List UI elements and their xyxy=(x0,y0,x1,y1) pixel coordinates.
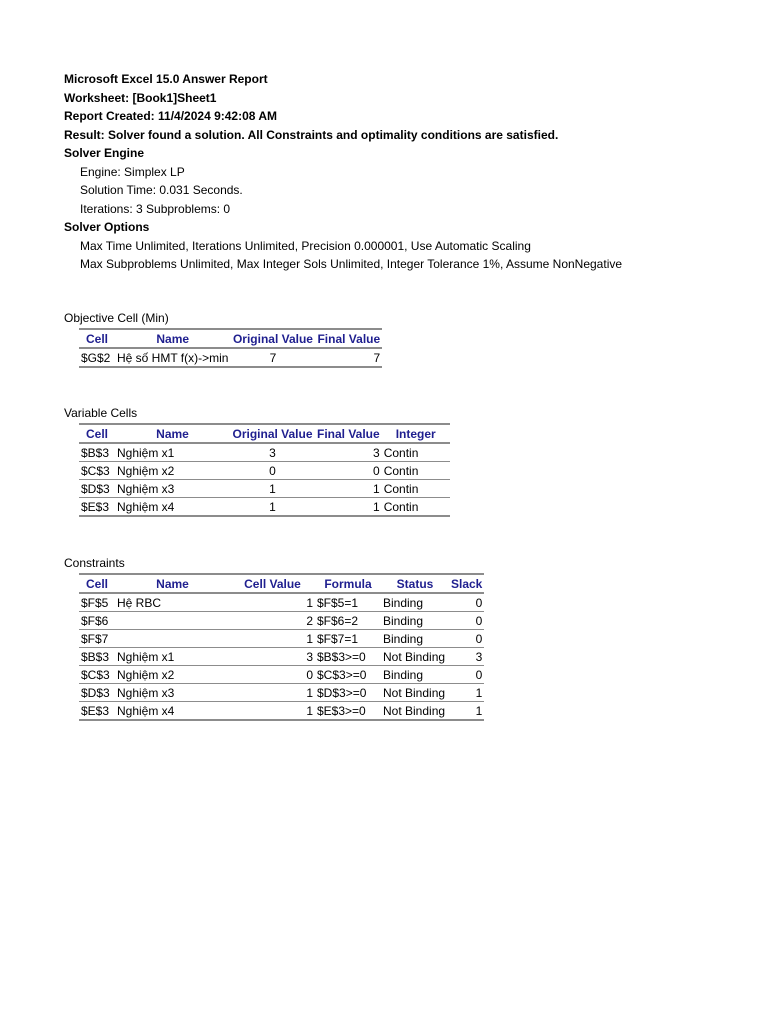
status: Not Binding xyxy=(381,702,449,721)
cell-name: Hệ RBC xyxy=(115,593,230,612)
slack: 0 xyxy=(449,593,484,612)
original-value: 7 xyxy=(230,348,315,367)
final-value: 0 xyxy=(315,462,382,480)
cell-value: 3 xyxy=(230,648,315,666)
report-created-line: Report Created: 11/4/2024 9:42:08 AM xyxy=(64,109,277,123)
cell-ref: $B$3 xyxy=(79,648,115,666)
cell-name xyxy=(115,630,230,648)
col-header-status: Status xyxy=(381,574,449,593)
integer-type: Contin xyxy=(382,498,450,517)
final-value: 7 xyxy=(315,348,382,367)
cell-value: 1 xyxy=(230,593,315,612)
status: Not Binding xyxy=(381,684,449,702)
formula: $C$3>=0 xyxy=(315,666,381,684)
original-value: 1 xyxy=(230,498,315,517)
cell-ref: $B$3 xyxy=(79,443,115,462)
cell-ref: $E$3 xyxy=(79,498,115,517)
col-header-integer: Integer xyxy=(382,424,450,443)
table-row xyxy=(79,630,484,648)
col-header-cell: Cell xyxy=(79,329,115,348)
cell-name: Nghiệm x1 xyxy=(115,648,230,666)
final-value: 1 xyxy=(315,480,382,498)
solver-engine-heading: Solver Engine xyxy=(64,146,145,160)
table-row xyxy=(79,443,450,462)
cell-value: 1 xyxy=(230,684,315,702)
table-row xyxy=(79,612,484,630)
integer-type: Contin xyxy=(382,480,450,498)
cell-value: 1 xyxy=(230,702,315,721)
variables-table xyxy=(79,423,450,517)
table-row xyxy=(79,480,450,498)
cell-name: Nghiệm x2 xyxy=(115,462,230,480)
table-row xyxy=(79,702,484,721)
status: Binding xyxy=(381,630,449,648)
original-value: 3 xyxy=(230,443,315,462)
cell-ref: $C$3 xyxy=(79,666,115,684)
col-header-cell-value: Cell Value xyxy=(230,574,315,593)
col-header-final-value: Final Value xyxy=(315,329,382,348)
slack: 0 xyxy=(449,612,484,630)
status: Binding xyxy=(381,612,449,630)
table-row xyxy=(79,666,484,684)
status: Binding xyxy=(381,666,449,684)
col-header-name: Name xyxy=(115,574,230,593)
cell-name: Nghiệm x1 xyxy=(115,443,230,462)
cell-name: Nghiệm x4 xyxy=(115,702,230,721)
final-value: 1 xyxy=(315,498,382,517)
cell-ref: $D$3 xyxy=(79,480,115,498)
status: Binding xyxy=(381,593,449,612)
cell-ref: $F$5 xyxy=(79,593,115,612)
iterations-line: Iterations: 3 Subproblems: 0 xyxy=(80,201,231,216)
original-value: 1 xyxy=(230,480,315,498)
original-value: 0 xyxy=(230,462,315,480)
cell-name: Nghiệm x3 xyxy=(115,684,230,702)
slack: 1 xyxy=(449,702,484,721)
col-header-cell: Cell xyxy=(79,574,115,593)
integer-type: Contin xyxy=(382,443,450,462)
cell-name: Nghiệm x4 xyxy=(115,498,230,517)
slack: 0 xyxy=(449,666,484,684)
solver-options-heading: Solver Options xyxy=(64,220,150,234)
table-row xyxy=(79,684,484,702)
cell-ref: $F$6 xyxy=(79,612,115,630)
table-row xyxy=(79,462,450,480)
col-header-slack: Slack xyxy=(449,574,484,593)
cell-value: 2 xyxy=(230,612,315,630)
result-line: Result: Solver found a solution. All Constraints and optimality conditions are satisfied. xyxy=(64,127,559,142)
solution-time-line: Solution Time: 0.031 Seconds. xyxy=(80,183,243,197)
engine-line: Engine: Simplex LP xyxy=(80,164,185,179)
cell-ref: $C$3 xyxy=(79,462,115,480)
constraints-section-title: Constraints xyxy=(64,556,125,570)
status: Not Binding xyxy=(381,648,449,666)
col-header-original-value: Original Value xyxy=(230,329,315,348)
cell-ref: $E$3 xyxy=(79,702,115,721)
slack: 0 xyxy=(449,630,484,648)
cell-name xyxy=(115,612,230,630)
col-header-final-value: Final Value xyxy=(315,424,382,443)
slack: 3 xyxy=(449,648,484,666)
integer-type: Contin xyxy=(382,462,450,480)
col-header-name: Name xyxy=(115,424,230,443)
table-row xyxy=(79,593,484,612)
table-row xyxy=(79,648,484,666)
formula: $F$7=1 xyxy=(315,630,381,648)
formula: $F$6=2 xyxy=(315,612,381,630)
worksheet-line: Worksheet: [Book1]Sheet1 xyxy=(64,90,217,105)
formula: $E$3>=0 xyxy=(315,702,381,721)
cell-ref: $D$3 xyxy=(79,684,115,702)
formula: $F$5=1 xyxy=(315,593,381,612)
objective-table xyxy=(79,328,382,368)
col-header-formula: Formula xyxy=(315,574,381,593)
col-header-original-value: Original Value xyxy=(230,424,315,443)
formula: $D$3>=0 xyxy=(315,684,381,702)
col-header-name: Name xyxy=(115,329,230,348)
objective-section-title: Objective Cell (Min) xyxy=(64,311,169,325)
slack: 1 xyxy=(449,684,484,702)
final-value: 3 xyxy=(315,443,382,462)
constraints-table xyxy=(79,573,484,721)
table-row xyxy=(79,498,450,517)
cell-name: Nghiệm x2 xyxy=(115,666,230,684)
report-title: Microsoft Excel 15.0 Answer Report xyxy=(64,72,268,86)
cell-value: 1 xyxy=(230,630,315,648)
cell-name: Hệ số HMT f(x)->min xyxy=(115,348,230,367)
cell-value: 0 xyxy=(230,666,315,684)
report-header xyxy=(64,70,622,274)
options-line-2: Max Subproblems Unlimited, Max Integer Sols Unlimited, Integer Tolerance 1%, Assume NonNegative xyxy=(80,257,623,271)
table-row xyxy=(79,348,382,367)
variables-section-title: Variable Cells xyxy=(64,406,138,420)
options-line-1: Max Time Unlimited, Iterations Unlimited, Precision 0.000001, Use Automatic Scaling xyxy=(80,238,531,253)
formula: $B$3>=0 xyxy=(315,648,381,666)
cell-name: Nghiệm x3 xyxy=(115,480,230,498)
col-header-cell: Cell xyxy=(79,424,115,443)
cell-ref: $F$7 xyxy=(79,630,115,648)
cell-ref: $G$2 xyxy=(79,348,115,367)
